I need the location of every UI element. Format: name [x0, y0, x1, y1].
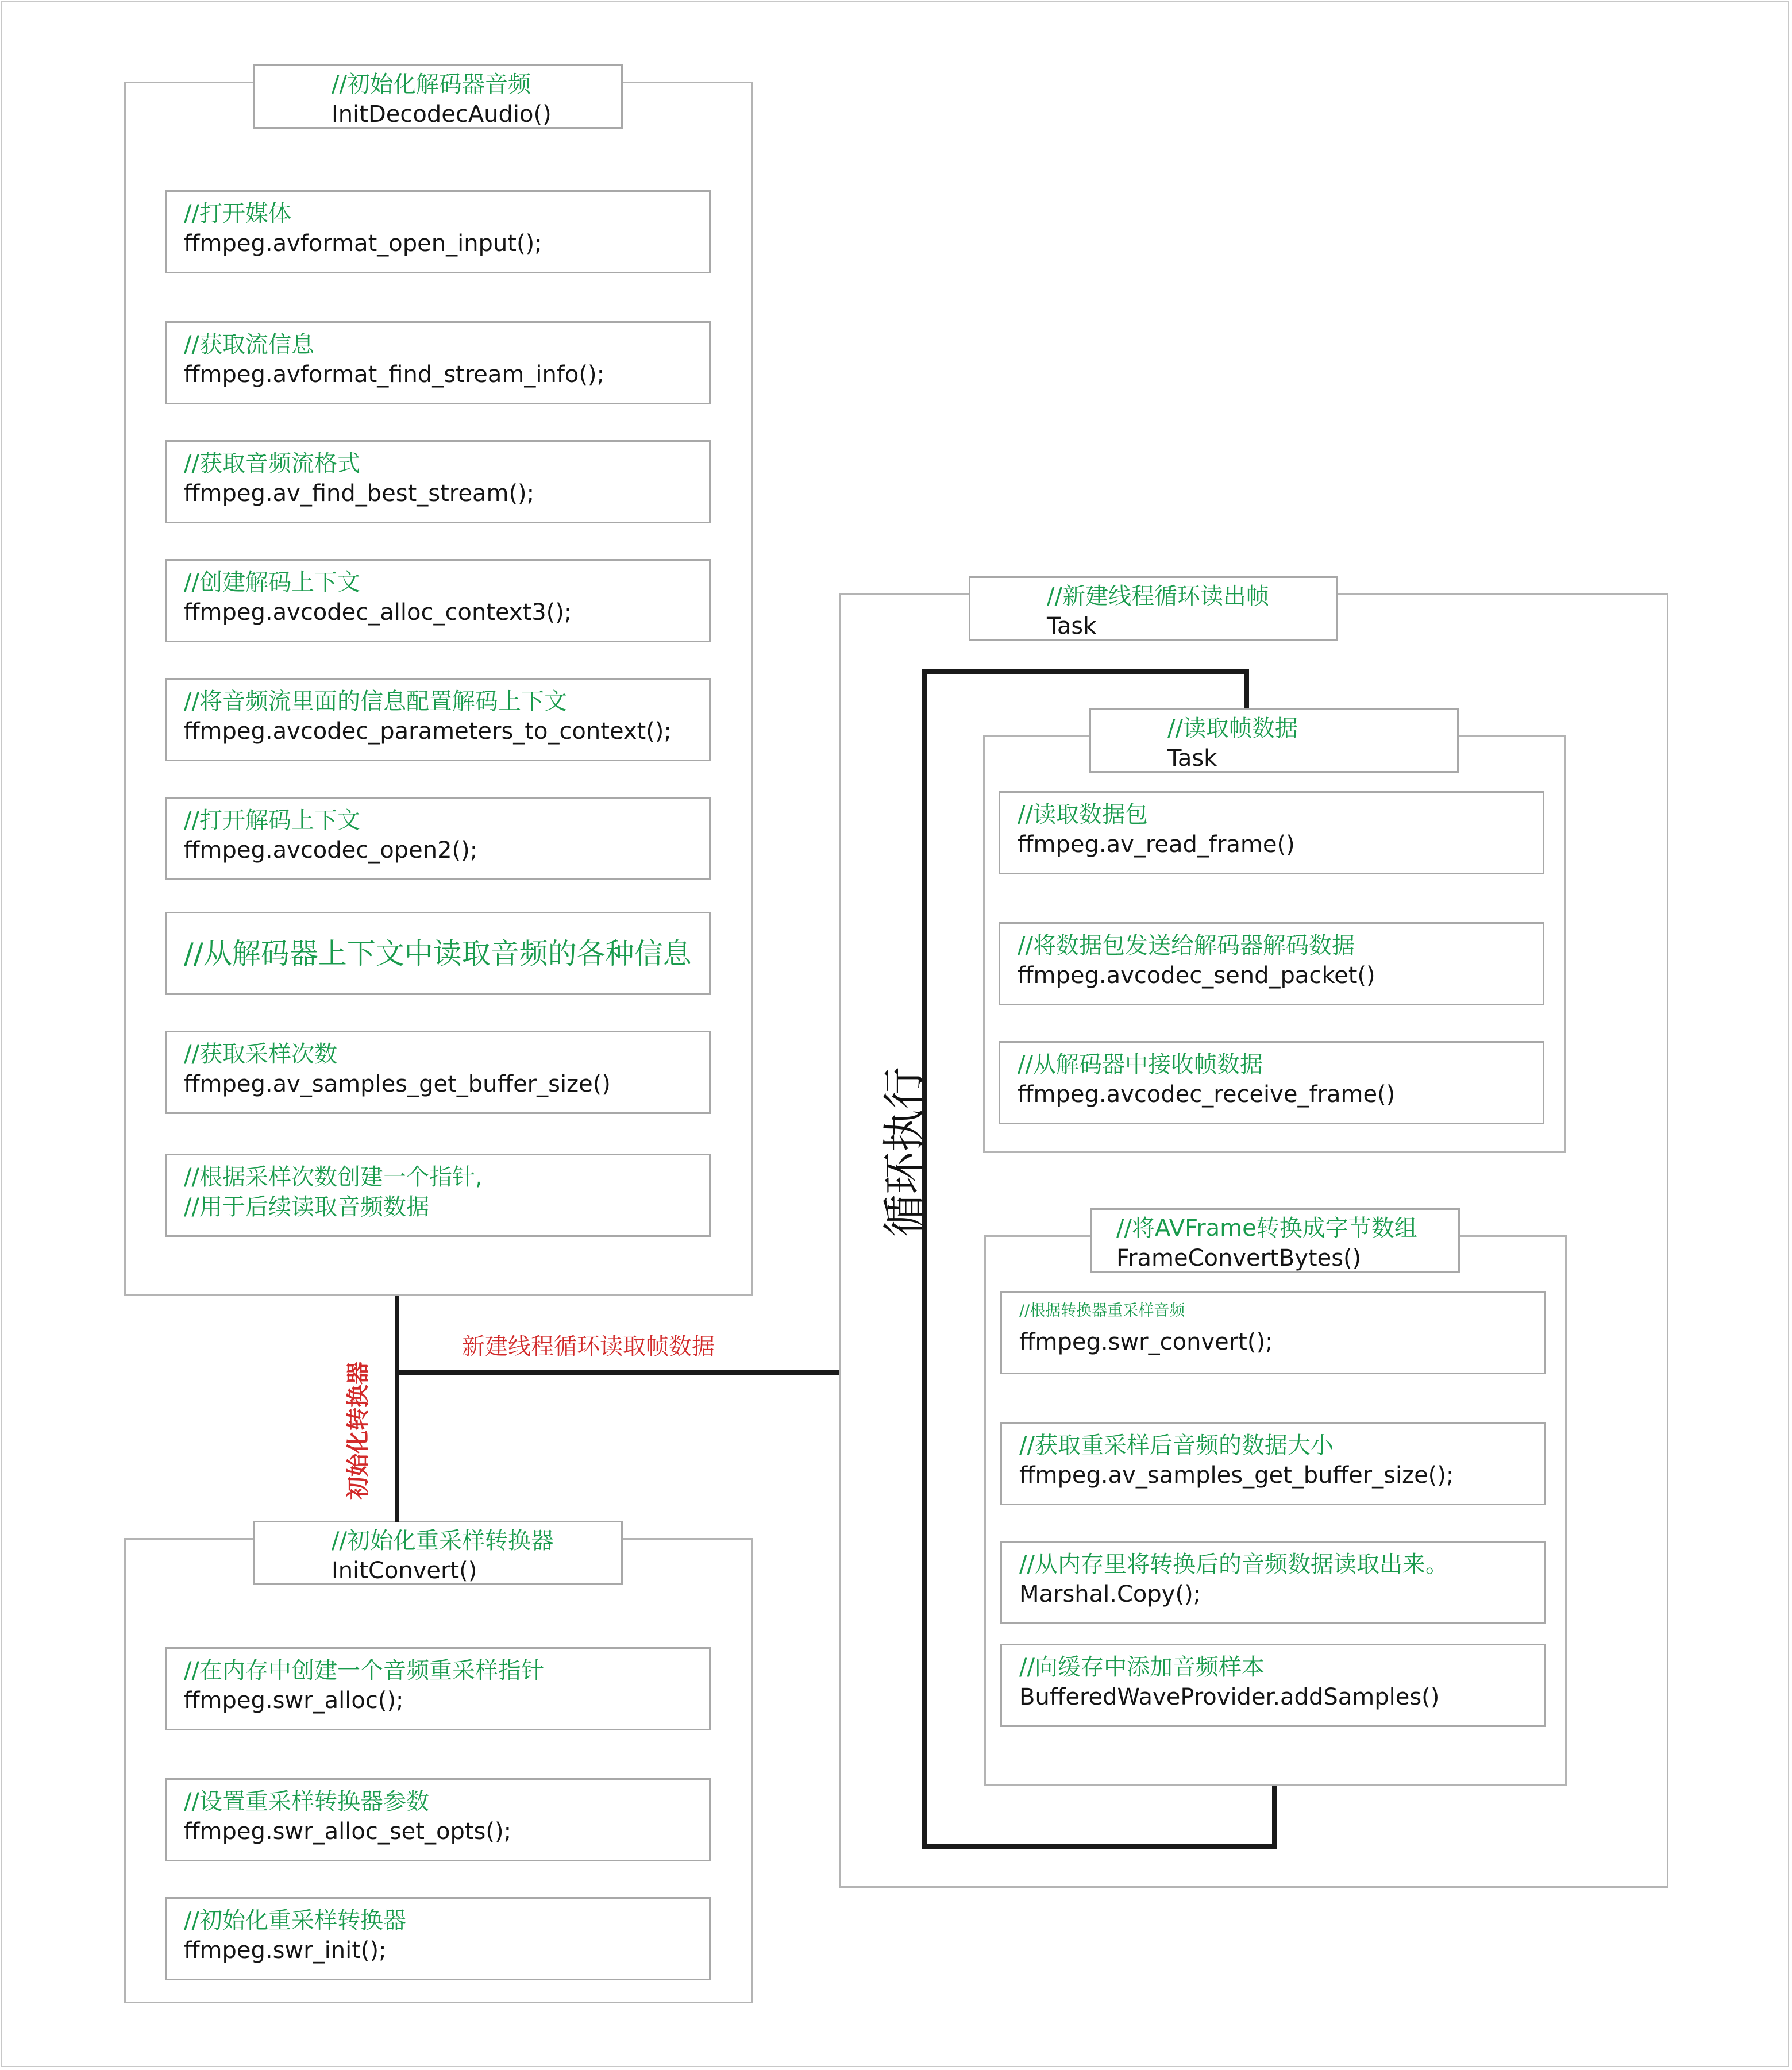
step-comment: //打开媒体 — [184, 201, 291, 227]
step-comment: //将数据包发送给解码器解码数据 — [1018, 932, 1355, 959]
step-code: Marshal.Copy(); — [1019, 1581, 1201, 1608]
step-comment: //打开解码上下文 — [184, 807, 360, 834]
step-comment: //在内存中创建一个音频重采样指针 — [184, 1657, 544, 1684]
frame-convert-step-3 — [1000, 1541, 1546, 1624]
step-comment: //初始化重采样转换器 — [184, 1907, 406, 1934]
loop-line-top — [922, 669, 1249, 674]
frame-convert-step-1 — [1000, 1291, 1546, 1374]
step-comment: //根据采样次数创建一个指针, — [184, 1164, 483, 1190]
loop-line-bottom — [922, 1844, 1277, 1849]
convert-title-box — [253, 1521, 623, 1585]
decoder-step-2 — [165, 321, 711, 404]
step-code: ffmpeg.av_samples_get_buffer_size() — [184, 1071, 611, 1097]
step-code: ffmpeg.avformat_open_input(); — [184, 230, 542, 257]
decoder-step-1 — [165, 190, 711, 273]
connector-horizontal — [395, 1370, 839, 1375]
thread-title-comment: //新建线程循环读出帧 — [1047, 583, 1269, 610]
decoder-step-9 — [165, 1154, 711, 1237]
init-converter-label — [322, 1350, 391, 1511]
step-code: ffmpeg.swr_convert(); — [1019, 1329, 1273, 1355]
step-code: ffmpeg.swr_alloc(); — [184, 1687, 404, 1714]
step-comment: //从解码器中接收帧数据 — [1018, 1051, 1263, 1078]
step-comment: //设置重采样转换器参数 — [184, 1788, 429, 1815]
frame-convert-title-comment: //将AVFrame转换成字节数组 — [1116, 1215, 1417, 1242]
step-code: ffmpeg.avformat_find_stream_info(); — [184, 361, 605, 388]
step-comment: //读取数据包 — [1018, 801, 1148, 828]
step-code: ffmpeg.av_read_frame() — [1018, 831, 1295, 858]
frame-convert-title-code: FrameConvertBytes() — [1116, 1245, 1362, 1271]
step-comment: //获取音频流格式 — [184, 450, 360, 477]
step-code: ffmpeg.avcodec_alloc_context3(); — [184, 599, 572, 626]
thread-title-code: Task — [1047, 613, 1097, 639]
step-code: ffmpeg.swr_init(); — [184, 1937, 387, 1964]
step-comment: //获取流信息 — [184, 331, 314, 358]
decoder-step-7 — [165, 912, 711, 995]
step-code: ffmpeg.avcodec_open2(); — [184, 837, 478, 864]
thread-title-box — [969, 576, 1338, 641]
step-comment: //从解码器上下文中读取音频的各种信息 — [184, 937, 692, 970]
decoder-title-comment: //初始化解码器音频 — [332, 71, 531, 98]
convert-title-code: InitConvert() — [332, 1558, 477, 1584]
loop-label — [855, 1054, 947, 1250]
loop-line-left — [922, 669, 927, 1849]
init-converter-label-text: 初始化转换器 — [345, 1362, 372, 1500]
loop-line-bottom-up — [1272, 1784, 1277, 1849]
step-comment-cont: //用于后续读取音频数据 — [184, 1194, 429, 1220]
read-title-code: Task — [1167, 745, 1217, 772]
step-code: ffmpeg.avcodec_parameters_to_context(); — [184, 718, 672, 745]
loop-line-top-down — [1244, 669, 1249, 711]
read-title-comment: //读取帧数据 — [1167, 715, 1298, 742]
step-comment: //向缓存中添加音频样本 — [1019, 1654, 1265, 1680]
step-comment: //创建解码上下文 — [184, 569, 360, 596]
step-code: ffmpeg.av_find_best_stream(); — [184, 480, 535, 507]
frame-convert-step-2 — [1000, 1422, 1546, 1505]
connector-vertical — [395, 1296, 399, 1522]
read-step-1 — [999, 791, 1544, 874]
decoder-step-8 — [165, 1031, 711, 1114]
new-thread-label: 新建线程循环读取帧数据 — [462, 1333, 715, 1360]
convert-step-3 — [165, 1897, 711, 1980]
step-code: BufferedWaveProvider.addSamples() — [1019, 1684, 1440, 1710]
decoder-step-5 — [165, 678, 711, 761]
convert-step-1 — [165, 1647, 711, 1730]
decoder-title-box — [253, 64, 623, 129]
step-comment: //将音频流里面的信息配置解码上下文 — [184, 688, 567, 715]
step-comment: //从内存里将转换后的音频数据读取出来。 — [1019, 1551, 1448, 1578]
step-comment: //获取重采样后音频的数据大小 — [1019, 1432, 1334, 1459]
decoder-step-6 — [165, 797, 711, 880]
convert-step-2 — [165, 1778, 711, 1861]
frame-convert-title-box — [1090, 1208, 1460, 1273]
decoder-title-code: InitDecodecAudio() — [332, 101, 552, 128]
step-comment: //根据转换器重采样音频 — [1019, 1302, 1185, 1320]
convert-title-comment: //初始化重采样转换器 — [332, 1528, 554, 1554]
read-title-box — [1089, 708, 1459, 773]
decoder-step-4 — [165, 559, 711, 642]
decoder-step-3 — [165, 440, 711, 523]
loop-label-text: 循环执行 — [880, 1067, 929, 1237]
step-code: ffmpeg.avcodec_send_packet() — [1018, 962, 1375, 989]
step-code: ffmpeg.av_samples_get_buffer_size(); — [1019, 1462, 1454, 1489]
step-code: ffmpeg.swr_alloc_set_opts(); — [184, 1818, 512, 1845]
step-comment: //获取采样次数 — [184, 1041, 337, 1067]
read-step-2 — [999, 922, 1544, 1005]
read-step-3 — [999, 1041, 1544, 1124]
frame-convert-step-4 — [1000, 1644, 1546, 1727]
step-code: ffmpeg.avcodec_receive_frame() — [1018, 1081, 1396, 1108]
